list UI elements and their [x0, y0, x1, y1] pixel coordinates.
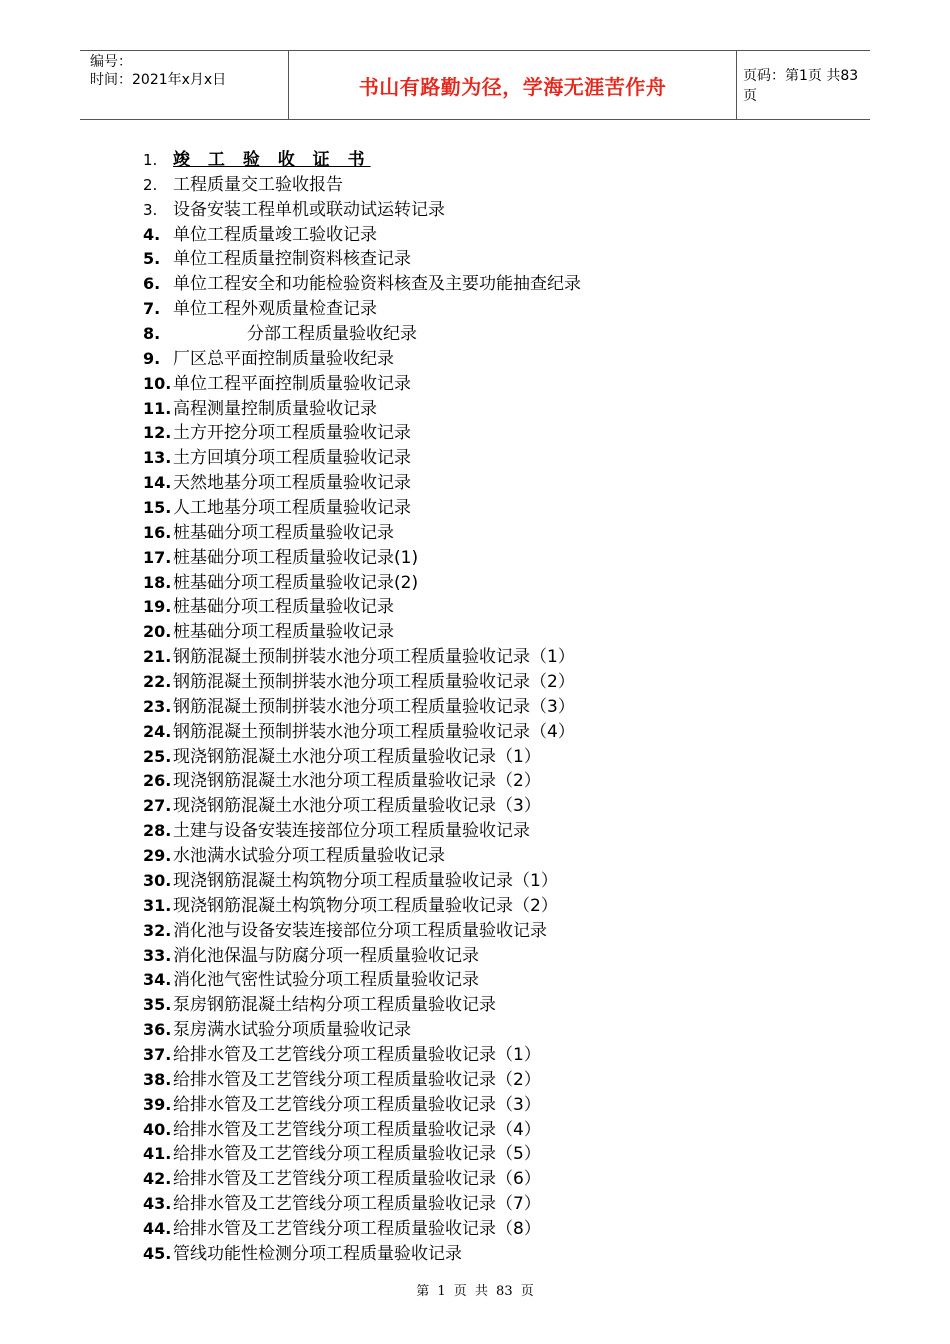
toc-item-number: 32. — [143, 920, 172, 940]
page-info-cell — [735, 51, 870, 119]
motto-cell — [288, 51, 737, 119]
toc-item-text: 给排水管及工艺管线分项工程质量验收记录（8） — [173, 1218, 541, 1239]
toc-item-number: 43. — [143, 1194, 172, 1214]
toc-item — [143, 993, 581, 1018]
toc-item-text: 土方回填分项工程质量验收记录 — [173, 448, 411, 469]
toc-item — [143, 1167, 581, 1192]
toc-item — [143, 1242, 581, 1267]
toc-item-text: 厂区总平面控制质量验收纪录 — [173, 348, 394, 369]
toc-item-number: 39. — [143, 1094, 172, 1114]
toc-item-text: 高程测量控制质量验收记录 — [173, 398, 377, 419]
toc-item-text: 分部工程质量验收纪录 — [247, 324, 417, 345]
toc-item — [143, 198, 581, 223]
toc-item — [143, 919, 581, 944]
toc-item-number: 18. — [143, 572, 172, 592]
toc-item-text: 单位工程质量控制资料核查记录 — [173, 249, 411, 270]
toc-item — [143, 546, 581, 571]
toc-item — [143, 347, 581, 372]
toc-item-number: 9. — [143, 348, 161, 368]
toc-item — [143, 819, 581, 844]
toc-item-number: 11. — [143, 398, 172, 418]
toc-item — [143, 769, 581, 794]
number-label: 编号： — [90, 54, 132, 70]
toc-item — [143, 844, 581, 869]
toc-item — [143, 869, 581, 894]
page-header — [80, 50, 870, 120]
toc-item-text: 给排水管及工艺管线分项工程质量验收记录（5） — [173, 1144, 541, 1165]
toc-item-number: 4. — [143, 224, 161, 244]
toc-item-number: 28. — [143, 821, 172, 841]
toc-item — [143, 1093, 581, 1118]
toc-item — [143, 297, 581, 322]
toc-item-text: 钢筋混凝土预制拼装水池分项工程质量验收记录（2） — [173, 672, 575, 693]
toc-item-number: 1. — [143, 151, 158, 169]
toc-item-text: 给排水管及工艺管线分项工程质量验收记录（1） — [173, 1044, 541, 1065]
toc-item-text: 现浇钢筋混凝土水池分项工程质量验收记录（2） — [173, 771, 541, 792]
toc-item — [143, 397, 581, 422]
toc-item-number: 21. — [143, 647, 172, 667]
toc-item-text: 设备安装工程单机或联动试运转记录 — [173, 199, 445, 220]
toc-item-number: 23. — [143, 696, 172, 716]
toc-item-number: 33. — [143, 945, 172, 965]
toc-item-text: 给排水管及工艺管线分项工程质量验收记录（3） — [173, 1094, 541, 1115]
toc-item — [143, 645, 581, 670]
toc-item-number: 19. — [143, 597, 172, 617]
toc-item-number: 14. — [143, 473, 172, 493]
toc-item — [143, 1217, 581, 1242]
toc-item — [143, 620, 581, 645]
toc-item — [143, 446, 581, 471]
toc-item-number: 36. — [143, 1020, 172, 1040]
toc-item-number: 2. — [143, 175, 158, 194]
toc-item-text: 水池满水试验分项工程质量验收记录 — [173, 846, 445, 867]
toc-item — [143, 471, 581, 496]
toc-item-text: 桩基础分项工程质量验收记录(1) — [173, 547, 419, 568]
toc-item — [143, 272, 581, 297]
toc-item-text: 给排水管及工艺管线分项工程质量验收记录（4） — [173, 1119, 541, 1140]
toc-item-text: 现浇钢筋混凝土构筑物分项工程质量验收记录（2） — [173, 895, 558, 916]
toc-item-number: 27. — [143, 796, 172, 816]
toc-item — [143, 745, 581, 770]
toc-item-text: 管线功能性检测分项工程质量验收记录 — [173, 1243, 462, 1264]
toc-item — [143, 1068, 581, 1093]
toc-item-number: 41. — [143, 1144, 172, 1164]
toc-item — [143, 1118, 581, 1143]
toc-item-text: 天然地基分项工程质量验收记录 — [173, 473, 411, 494]
toc-item-text: 单位工程平面控制质量验收记录 — [173, 373, 411, 394]
toc-item-text: 消化池气密性试验分项工程质量验收记录 — [173, 970, 479, 991]
toc-item-number: 13. — [143, 448, 172, 468]
toc-item-number: 15. — [143, 498, 172, 518]
footer-page-number: 第 1 页 共 83 页 — [416, 1284, 534, 1299]
toc-item — [143, 670, 581, 695]
toc-item-number: 38. — [143, 1069, 172, 1089]
toc-item-text: 现浇钢筋混凝土构筑物分项工程质量验收记录（1） — [173, 870, 558, 891]
toc-item-text: 桩基础分项工程质量验收记录(2) — [173, 572, 419, 593]
toc-item — [143, 720, 581, 745]
toc-item — [143, 223, 581, 248]
toc-item-number: 3. — [143, 200, 158, 219]
toc-item — [143, 944, 581, 969]
toc-item-text: 钢筋混凝土预制拼装水池分项工程质量验收记录（4） — [173, 721, 575, 742]
toc-item-text: 泵房满水试验分项质量验收记录 — [173, 1020, 411, 1041]
toc-item-number: 24. — [143, 721, 172, 741]
toc-item-text: 土建与设备安装连接部位分项工程质量验收记录 — [173, 821, 530, 842]
toc-item-text: 桩基础分项工程质量验收记录 — [173, 522, 394, 543]
toc-item-text: 桩基础分项工程质量验收记录 — [173, 622, 394, 643]
toc-item-number: 30. — [143, 870, 172, 890]
header-meta-cell — [80, 51, 288, 119]
toc-item-text: 桩基础分项工程质量验收记录 — [173, 597, 394, 618]
toc-item — [143, 1043, 581, 1068]
toc-item — [143, 322, 581, 347]
toc-item-number: 5. — [143, 249, 161, 269]
toc-item-number: 34. — [143, 970, 172, 990]
toc-item-text: 土方开挖分项工程质量验收记录 — [173, 423, 411, 444]
toc-item-text: 钢筋混凝土预制拼装水池分项工程质量验收记录（3） — [173, 696, 575, 717]
toc-item-number: 45. — [143, 1243, 172, 1263]
toc-item-number: 26. — [143, 771, 172, 791]
toc-item-number: 37. — [143, 1044, 172, 1064]
toc-item-text: 泵房钢筋混凝土结构分项工程质量验收记录 — [173, 995, 496, 1016]
toc-item-text: 现浇钢筋混凝土水池分项工程质量验收记录（1） — [173, 746, 541, 767]
toc-item — [143, 173, 581, 198]
toc-item-text: 人工地基分项工程质量验收记录 — [173, 498, 411, 519]
toc-item-number: 42. — [143, 1169, 172, 1189]
toc-item-number: 10. — [143, 373, 172, 393]
page-footer — [0, 1280, 950, 1299]
toc-item-number: 12. — [143, 423, 172, 443]
toc-item — [143, 521, 581, 546]
page-info: 页码：第1页 共83页 — [743, 68, 859, 104]
toc-item-number: 16. — [143, 522, 172, 542]
toc-item-number: 35. — [143, 995, 172, 1015]
toc-item-text: 给排水管及工艺管线分项工程质量验收记录（7） — [173, 1194, 541, 1215]
toc-item-text: 现浇钢筋混凝土水池分项工程质量验收记录（3） — [173, 796, 541, 817]
toc-item — [143, 1192, 581, 1217]
toc-item-text: 单位工程安全和功能检验资料核查及主要功能抽查纪录 — [173, 274, 581, 295]
toc-item — [143, 894, 581, 919]
toc-item — [143, 247, 581, 272]
toc-item — [143, 695, 581, 720]
toc-item-text: 单位工程质量竣工验收记录 — [173, 224, 377, 245]
toc-item — [143, 794, 581, 819]
toc-item-text: 钢筋混凝土预制拼装水池分项工程质量验收记录（1） — [173, 647, 575, 668]
toc-item — [143, 496, 581, 521]
motto-text: 书山有路勤为径，学海无涯苦作舟 — [358, 74, 667, 99]
toc-item-number: 31. — [143, 895, 172, 915]
toc-item — [143, 421, 581, 446]
toc-item-text: 竣 工 验 收 证 书 — [173, 150, 371, 170]
toc-item-number: 17. — [143, 547, 172, 567]
toc-item-number: 25. — [143, 746, 172, 766]
toc-item-number: 40. — [143, 1119, 172, 1139]
toc-item-number: 6. — [143, 274, 161, 294]
toc-item-number: 22. — [143, 672, 172, 692]
toc-item-text: 消化池与设备安装连接部位分项工程质量验收记录 — [173, 920, 547, 941]
toc-item-number: 29. — [143, 846, 172, 866]
toc-item-number: 8. — [143, 324, 161, 344]
toc-item-text: 工程质量交工验收报告 — [173, 174, 343, 195]
toc-item — [143, 372, 581, 397]
table-of-contents — [143, 148, 581, 1267]
toc-item-number: 7. — [143, 299, 161, 319]
toc-item-text: 给排水管及工艺管线分项工程质量验收记录（2） — [173, 1069, 541, 1090]
time-label: 时间：2021年x月x日 — [90, 72, 227, 88]
toc-item — [143, 968, 581, 993]
toc-item-number: 44. — [143, 1218, 172, 1238]
toc-item-text: 消化池保温与防腐分项一程质量验收记录 — [173, 945, 479, 966]
toc-item-text: 给排水管及工艺管线分项工程质量验收记录（6） — [173, 1169, 541, 1190]
toc-item-number: 20. — [143, 622, 172, 642]
toc-item — [143, 148, 581, 173]
toc-item — [143, 1142, 581, 1167]
toc-item — [143, 1018, 581, 1043]
toc-item — [143, 571, 581, 596]
toc-item-text: 单位工程外观质量检查记录 — [173, 299, 377, 320]
toc-item — [143, 595, 581, 620]
